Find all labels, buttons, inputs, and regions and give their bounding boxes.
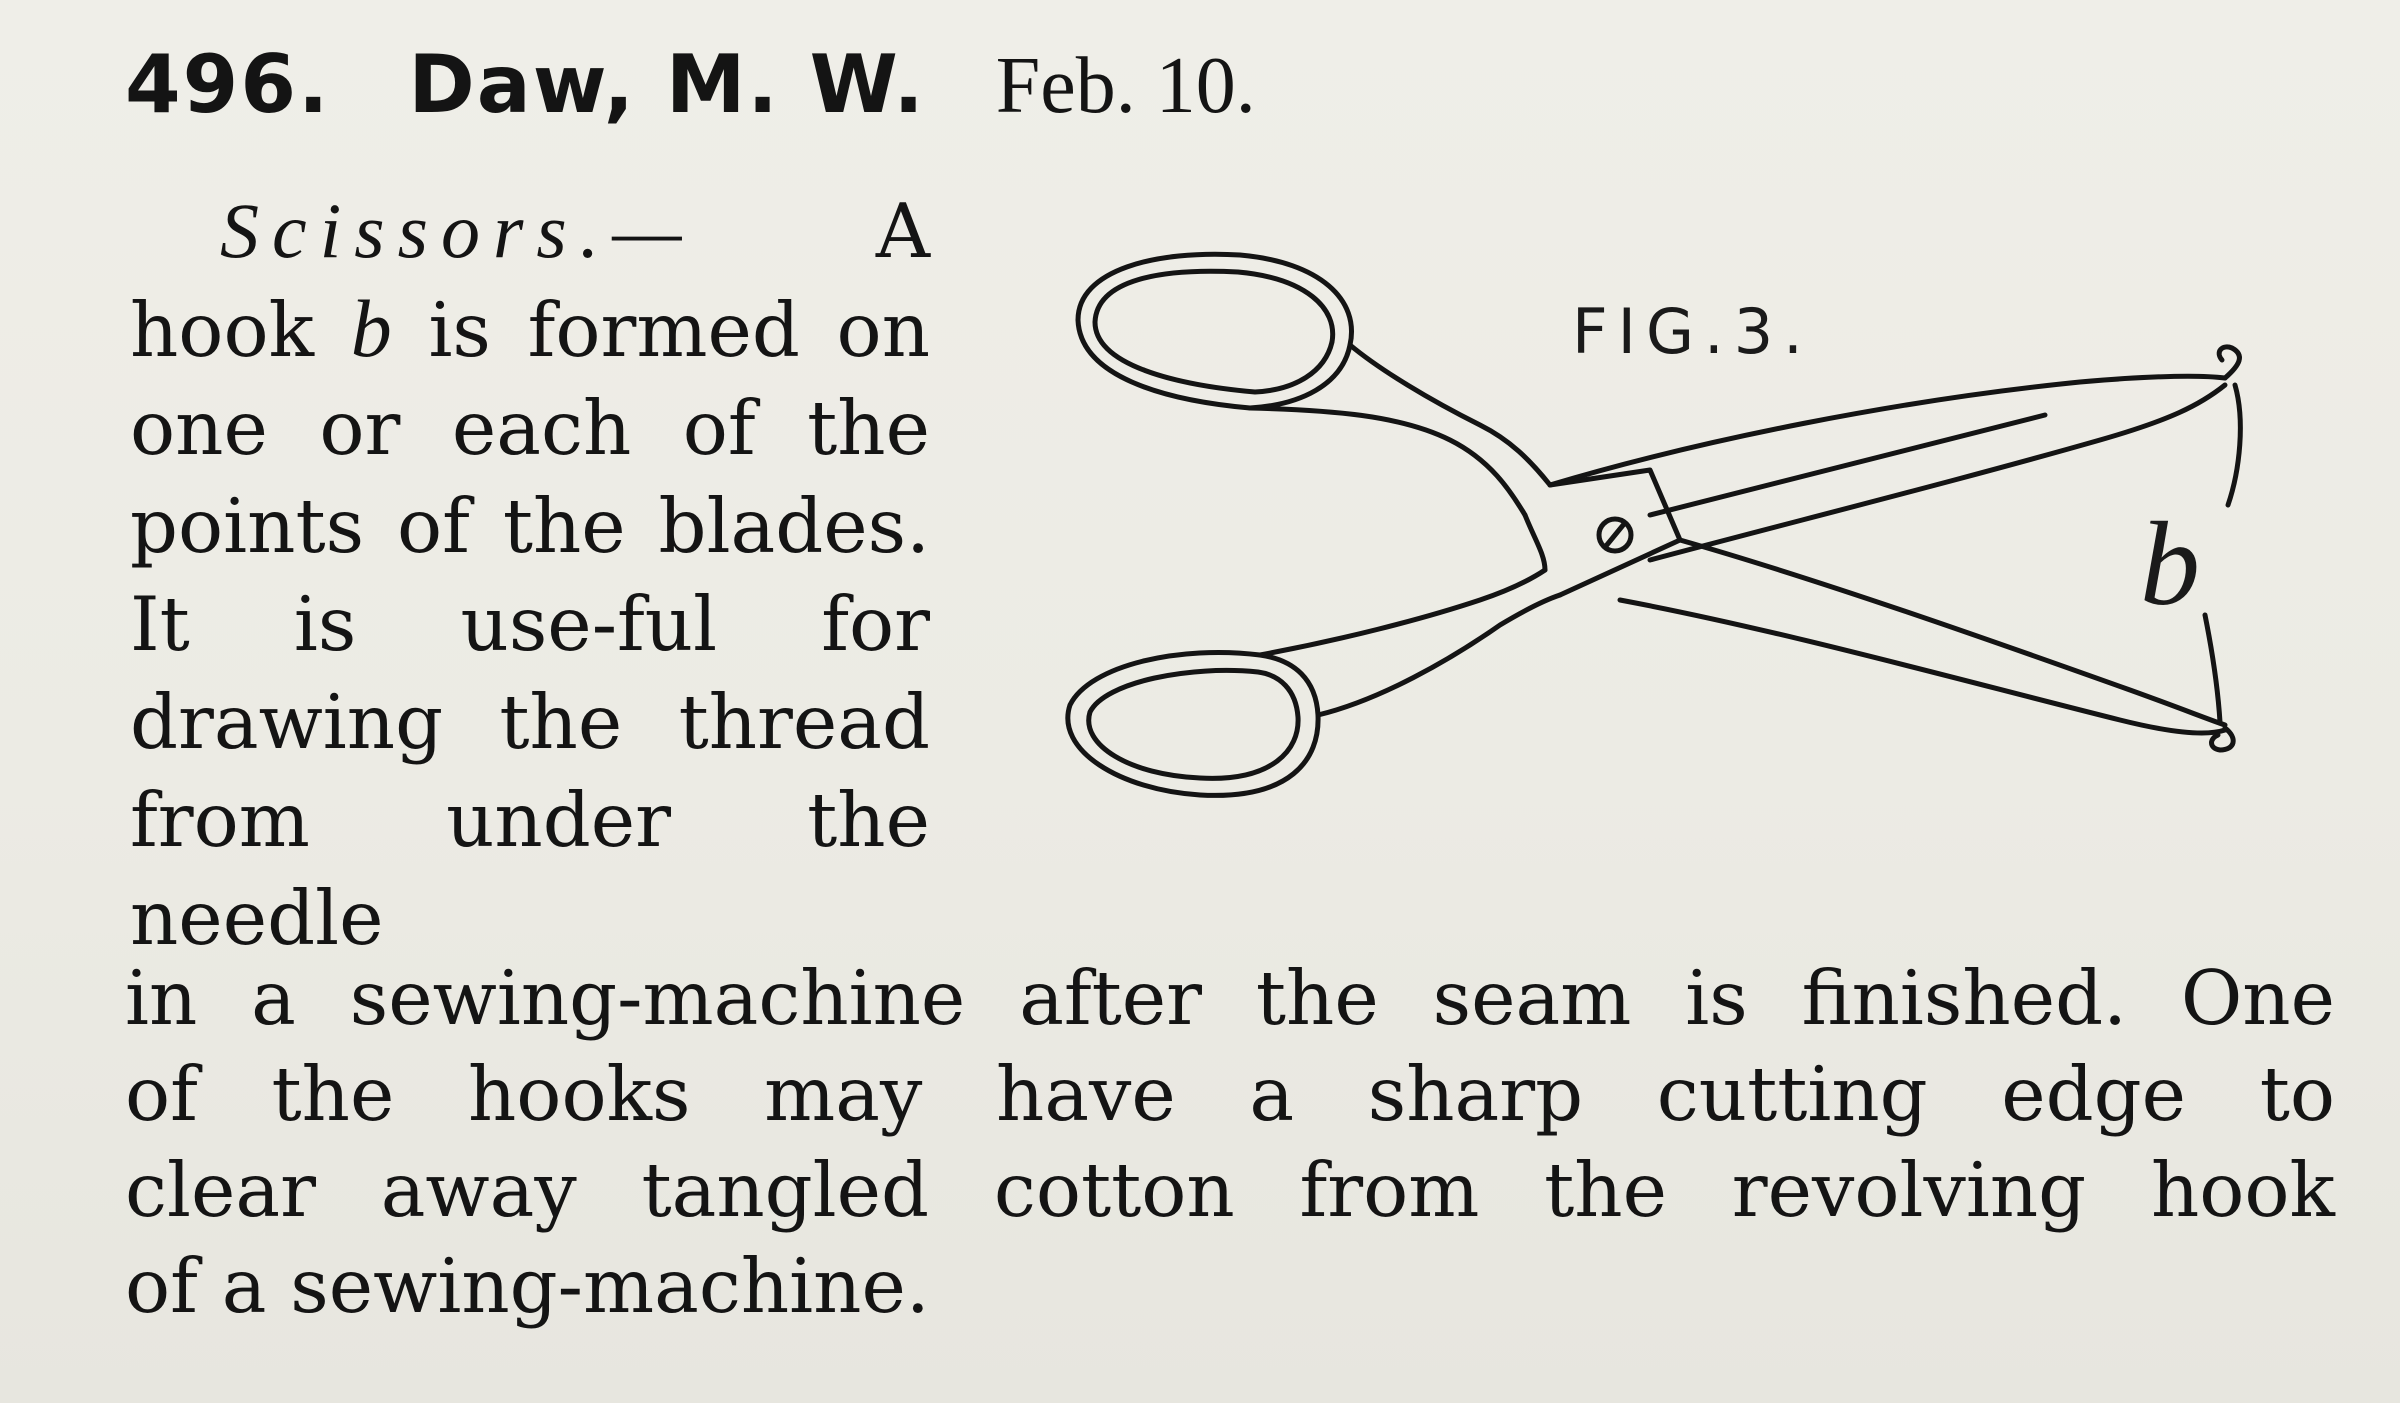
hook-letter: b bbox=[350, 283, 392, 374]
description-text-a: hook bbox=[130, 286, 315, 374]
upper-hook bbox=[2219, 347, 2239, 378]
description-line-1: in a sewing-machine after the seam is finished. One bbox=[125, 954, 2335, 1042]
entry-number: 496. bbox=[125, 38, 331, 131]
upper-shank-inner bbox=[1350, 345, 1550, 485]
upper-blade-bottom bbox=[1650, 385, 2225, 560]
entry-header bbox=[125, 38, 1256, 148]
description-line-3: clear away tangled cotton from the revolving hook bbox=[125, 1146, 2335, 1234]
lower-shank bbox=[1260, 570, 1545, 655]
description-column bbox=[130, 182, 930, 967]
pivot-body bbox=[1525, 515, 1545, 570]
description-first-word: A bbox=[875, 187, 930, 275]
inventor-name: Daw, M. W. bbox=[408, 38, 926, 131]
part-label-b: b bbox=[2140, 497, 2200, 630]
lower-ring-inner bbox=[1089, 670, 1298, 778]
pivot-screw-slot bbox=[1606, 524, 1624, 546]
upper-blade-ridge bbox=[1650, 415, 2045, 515]
b-bracket-top bbox=[2228, 385, 2240, 505]
subject-title: Scissors.— bbox=[220, 187, 695, 274]
description-text-b: is formed on one or each of the points of the blades. It is use-ful for drawing the thread from under the needle bbox=[130, 286, 931, 962]
description-line-4: of a sewing-machine. bbox=[125, 1242, 930, 1330]
lower-blade-bottom bbox=[1620, 600, 2225, 733]
entry-date: Feb. 10. bbox=[995, 42, 1256, 130]
b-bracket-bottom bbox=[2205, 615, 2220, 722]
upper-ring-inner bbox=[1095, 271, 1333, 392]
description-line-2: of the hooks may have a sharp cutting edge to bbox=[125, 1050, 2335, 1138]
upper-shank bbox=[1250, 408, 1525, 515]
figure-label: FIG.3. bbox=[1572, 295, 1813, 368]
